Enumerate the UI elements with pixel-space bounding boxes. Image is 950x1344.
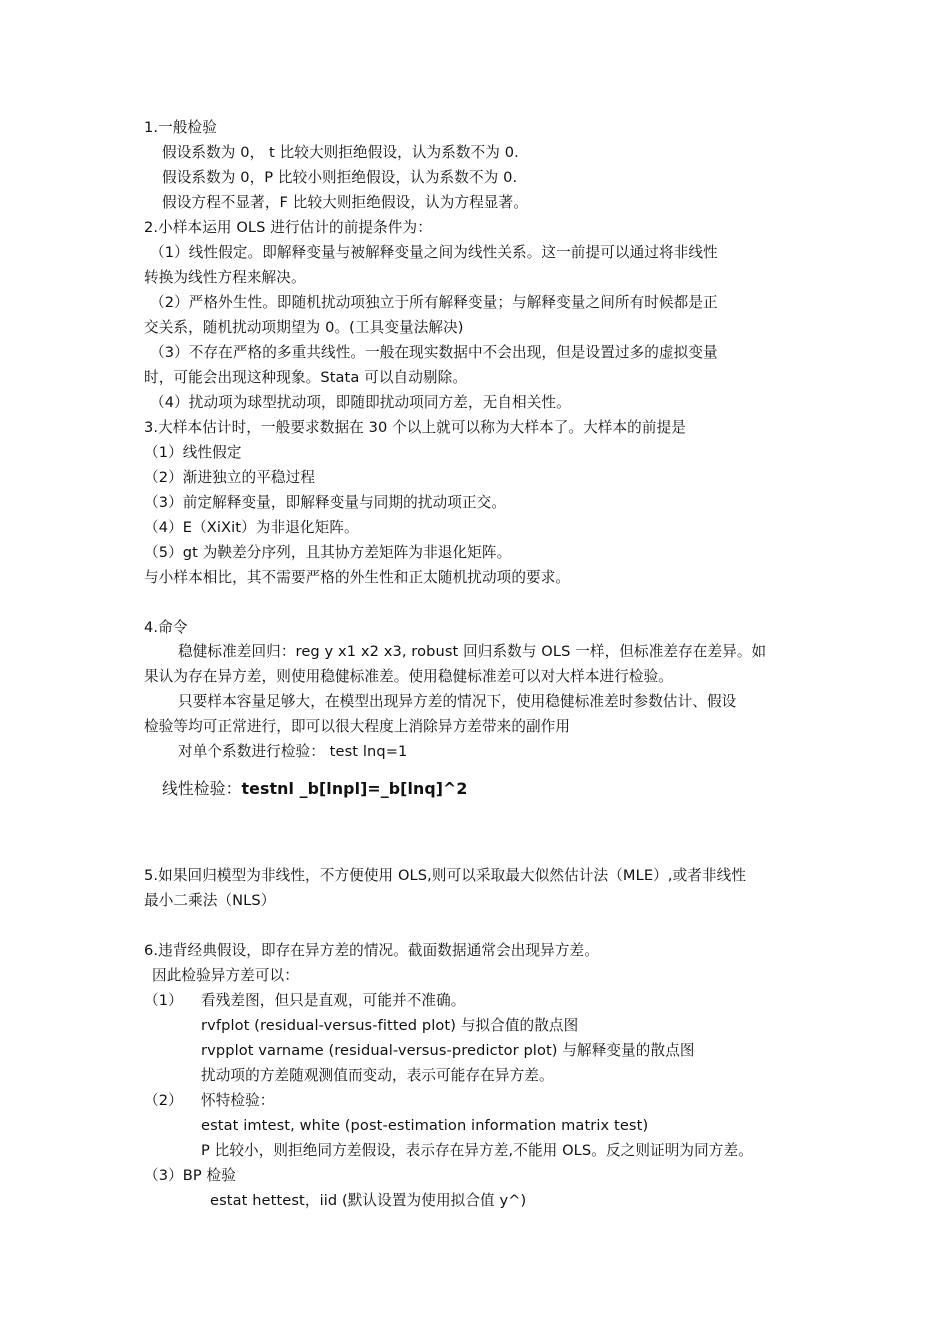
list-item: （2）渐进独立的平稳过程 (144, 469, 316, 486)
text-line: 扰动项的方差随观测值而变动，表示可能存在异方差。 (201, 1067, 554, 1084)
item-marker: （1） (144, 992, 183, 1009)
linear-test-label: 线性检验： (162, 779, 242, 798)
text-line: 检验等均可正常进行，即可以很大程度上消除异方差带来的副作用 (144, 718, 571, 735)
item-text: 怀特检验： (201, 1092, 275, 1109)
text-line: 对单个系数进行检验： test lnq=1 (178, 743, 408, 760)
item-marker: （2） (144, 1092, 183, 1109)
text-line: 只要样本容量足够大，在模型出现异方差的情况下，使用稳健标准差时参数估计、假设 (178, 693, 737, 710)
heading-small-sample: 2.小样本运用 OLS 进行估计的前提条件为： (144, 219, 432, 236)
item-text: 看残差图，但只是直观，可能并不准确。 (201, 992, 466, 1009)
text-line: 时，可能会出现这种现象。Stata 可以自动剔除。 (144, 369, 468, 386)
text-line: 假设系数为 0，P 比较小则拒绝假设，认为系数不为 0. (162, 169, 518, 186)
text-line: （1）线性假定。即解释变量与被解释变量之间为线性关系。这一前提可以通过将非线性 (150, 244, 718, 261)
heading-heteroskedasticity: 6.违背经典假设，即存在异方差的情况。截面数据通常会出现异方差。 (144, 942, 599, 959)
text-line: 稳健标准差回归：reg y x1 x2 x3, robust 回归系数与 OLS 一样，但标准差存在差异。如 (178, 643, 767, 660)
linear-test-line (162, 779, 832, 799)
code-line: estat imtest, white (post-estimation information matrix test) (201, 1117, 649, 1134)
code-line: estat hettest，iid (默认设置为使用拟合值 y^) (210, 1192, 527, 1209)
heading-commands: 4.命令 (144, 619, 188, 636)
text-line: 果认为存在异方差，则使用稳健标准差。使用稳健标准差可以对大样本进行检验。 (144, 668, 673, 685)
text-line: 转换为线性方程来解决。 (144, 269, 306, 286)
text-line: P 比较小，则拒绝同方差假设，表示存在异方差,不能用 OLS。反之则证明为同方差。 (201, 1142, 753, 1159)
text-line: 最小二乘法（NLS） (144, 892, 276, 909)
list-item: （3）前定解释变量，即解释变量与同期的扰动项正交。 (144, 494, 507, 511)
text-line: 与小样本相比，其不需要严格的外生性和正太随机扰动项的要求。 (144, 569, 571, 586)
text-line: 假设系数为 0， t 比较大则拒绝假设，认为系数不为 0. (162, 144, 519, 161)
heading-general-test: 1.一般检验 (144, 119, 217, 136)
list-item: （4）E（XiXit）为非退化矩阵。 (144, 519, 359, 536)
numbered-item-3: （3）BP 检验 (144, 1167, 236, 1184)
code-line: rvpplot varname (residual-versus-predictor plot) 与解释变量的散点图 (201, 1042, 695, 1059)
code-line: rvfplot (residual-versus-fitted plot) 与拟合值的散点图 (201, 1017, 579, 1034)
text-line: 假设方程不显著，F 比较大则拒绝假设，认为方程显著。 (162, 194, 528, 211)
text-line: （4）扰动项为球型扰动项，即随即扰动项同方差，无自相关性。 (150, 394, 571, 411)
heading-large-sample: 3.大样本估计时，一般要求数据在 30 个以上就可以称为大样本了。大样本的前提是 (144, 419, 686, 436)
numbered-item-2 (144, 1091, 814, 1111)
text-line: 因此检验异方差可以： (152, 967, 299, 984)
text-line: 交关系，随机扰动项期望为 0。(工具变量法解决) (144, 319, 464, 336)
numbered-item-1 (144, 991, 814, 1011)
text-line: （2）严格外生性。即随机扰动项独立于所有解释变量；与解释变量之间所有时候都是正 (150, 294, 718, 311)
list-item: （1）线性假定 (144, 444, 242, 461)
list-item: （5）gt 为鞅差分序列，且其协方差矩阵为非退化矩阵。 (144, 544, 512, 561)
text-line: （3）不存在严格的多重共线性。一般在现实数据中不会出现，但是设置过多的虚拟变量 (150, 344, 718, 361)
linear-test-command: testnl _b[lnpl]=_b[lnq]^2 (241, 779, 468, 798)
heading-nonlinear: 5.如果回归模型为非线性，不方便使用 OLS,则可以采取最大似然估计法（MLE）,或者非线性 (144, 867, 747, 884)
